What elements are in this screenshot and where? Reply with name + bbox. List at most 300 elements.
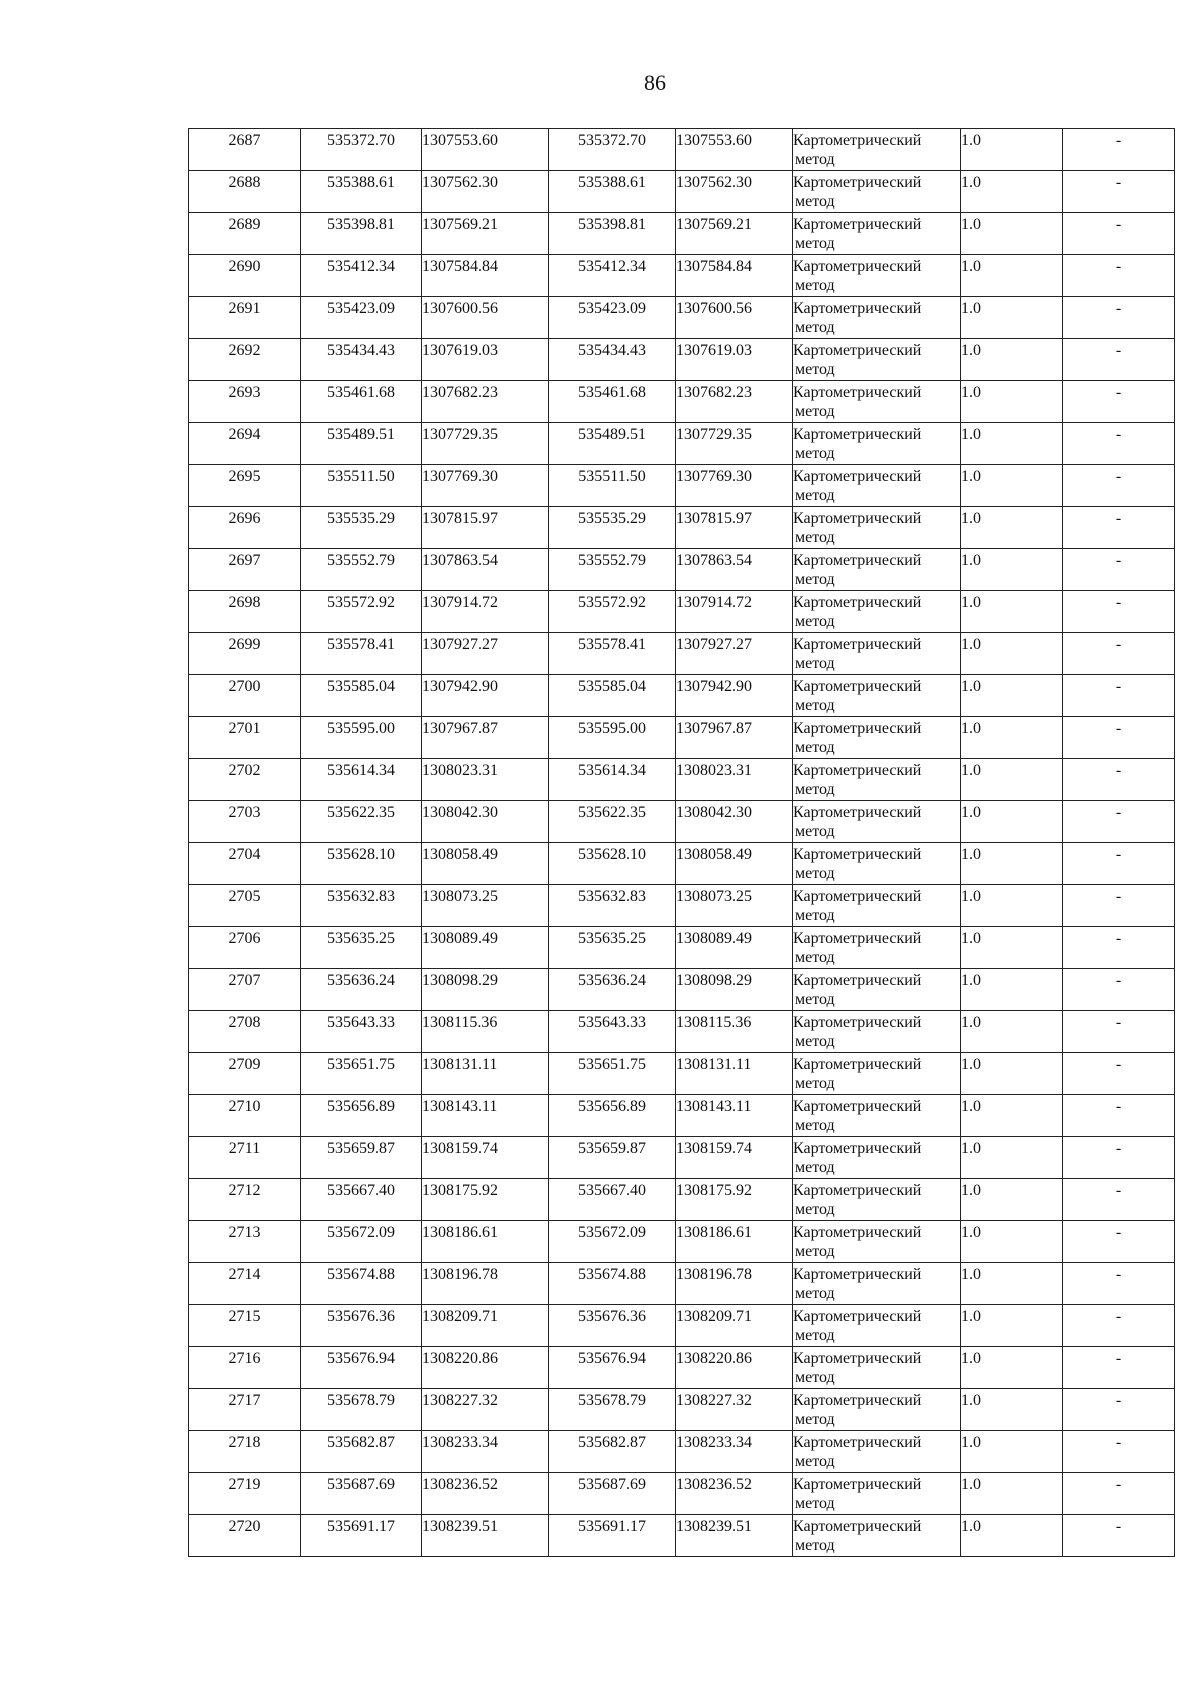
method-line2: метод — [795, 1537, 835, 1554]
y-new-cell: 1308236.52 — [676, 1473, 793, 1515]
y-original-cell: 1307569.21 — [422, 213, 549, 255]
y-new-cell: 1308159.74 — [676, 1137, 793, 1179]
y-new-cell: 1307729.35 — [676, 423, 793, 465]
accuracy-cell: 1.0 — [961, 1473, 1063, 1515]
accuracy-cell: 1.0 — [961, 339, 1063, 381]
point-number-cell: 2701 — [189, 717, 301, 759]
accuracy-cell: 1.0 — [961, 297, 1063, 339]
method-line1: Картометрический — [793, 552, 922, 569]
method-line2: метод — [795, 907, 835, 924]
table-row — [189, 1179, 1175, 1221]
table-row — [189, 1221, 1175, 1263]
accuracy-cell: 1.0 — [961, 675, 1063, 717]
table-row — [189, 549, 1175, 591]
accuracy-cell: 1.0 — [961, 507, 1063, 549]
table-row — [189, 1305, 1175, 1347]
point-number-cell: 2699 — [189, 633, 301, 675]
description-cell: - — [1063, 297, 1175, 339]
method-line1: Картометрический — [793, 342, 922, 359]
table-row — [189, 633, 1175, 675]
y-original-cell: 1308220.86 — [422, 1347, 549, 1389]
description-cell: - — [1063, 759, 1175, 801]
y-new-cell: 1308196.78 — [676, 1263, 793, 1305]
y-new-cell: 1308089.49 — [676, 927, 793, 969]
description-cell: - — [1063, 1095, 1175, 1137]
method-cell — [793, 507, 961, 549]
method-line2: метод — [795, 403, 835, 420]
x-new-cell: 535372.70 — [549, 129, 676, 171]
description-cell: - — [1063, 591, 1175, 633]
y-original-cell: 1307682.23 — [422, 381, 549, 423]
y-new-cell: 1308227.32 — [676, 1389, 793, 1431]
y-original-cell: 1307815.97 — [422, 507, 549, 549]
method-line1: Картометрический — [793, 1434, 922, 1451]
table-row — [189, 969, 1175, 1011]
accuracy-cell: 1.0 — [961, 129, 1063, 171]
method-cell — [793, 1473, 961, 1515]
description-cell: - — [1063, 213, 1175, 255]
y-original-cell: 1308233.34 — [422, 1431, 549, 1473]
table-row — [189, 255, 1175, 297]
y-new-cell: 1308220.86 — [676, 1347, 793, 1389]
method-line2: метод — [795, 445, 835, 462]
x-original-cell: 535585.04 — [301, 675, 422, 717]
method-cell — [793, 1263, 961, 1305]
point-number-cell: 2690 — [189, 255, 301, 297]
y-original-cell: 1307942.90 — [422, 675, 549, 717]
accuracy-cell: 1.0 — [961, 1305, 1063, 1347]
point-number-cell: 2698 — [189, 591, 301, 633]
coordinates-table — [188, 128, 1175, 1557]
accuracy-cell: 1.0 — [961, 255, 1063, 297]
method-line1: Картометрический — [793, 972, 922, 989]
table-row — [189, 1137, 1175, 1179]
point-number-cell: 2710 — [189, 1095, 301, 1137]
y-original-cell: 1308186.61 — [422, 1221, 549, 1263]
point-number-cell: 2689 — [189, 213, 301, 255]
x-original-cell: 535434.43 — [301, 339, 422, 381]
method-cell — [793, 1515, 961, 1557]
method-line1: Картометрический — [793, 132, 922, 149]
x-new-cell: 535489.51 — [549, 423, 676, 465]
method-cell — [793, 1221, 961, 1263]
x-new-cell: 535667.40 — [549, 1179, 676, 1221]
x-new-cell: 535674.88 — [549, 1263, 676, 1305]
method-cell — [793, 927, 961, 969]
method-cell — [793, 801, 961, 843]
description-cell: - — [1063, 339, 1175, 381]
method-line2: метод — [795, 1495, 835, 1512]
x-new-cell: 535398.81 — [549, 213, 676, 255]
table-row — [189, 1431, 1175, 1473]
description-cell: - — [1063, 465, 1175, 507]
method-line1: Картометрический — [793, 888, 922, 905]
y-new-cell: 1308239.51 — [676, 1515, 793, 1557]
accuracy-cell: 1.0 — [961, 1053, 1063, 1095]
method-line1: Картометрический — [793, 216, 922, 233]
method-line1: Картометрический — [793, 804, 922, 821]
table-row — [189, 1263, 1175, 1305]
description-cell: - — [1063, 1137, 1175, 1179]
method-line2: метод — [795, 1453, 835, 1470]
x-new-cell: 535659.87 — [549, 1137, 676, 1179]
method-cell — [793, 1347, 961, 1389]
method-cell — [793, 339, 961, 381]
y-new-cell: 1308042.30 — [676, 801, 793, 843]
point-number-cell: 2700 — [189, 675, 301, 717]
description-cell: - — [1063, 1263, 1175, 1305]
x-original-cell: 535672.09 — [301, 1221, 422, 1263]
y-original-cell: 1308227.32 — [422, 1389, 549, 1431]
method-cell — [793, 969, 961, 1011]
x-original-cell: 535651.75 — [301, 1053, 422, 1095]
table-row — [189, 927, 1175, 969]
description-cell: - — [1063, 885, 1175, 927]
x-original-cell: 535659.87 — [301, 1137, 422, 1179]
x-original-cell: 535595.00 — [301, 717, 422, 759]
method-line1: Картометрический — [793, 1518, 922, 1535]
point-number-cell: 2720 — [189, 1515, 301, 1557]
y-original-cell: 1308089.49 — [422, 927, 549, 969]
table-row — [189, 129, 1175, 171]
point-number-cell: 2702 — [189, 759, 301, 801]
x-original-cell: 535372.70 — [301, 129, 422, 171]
y-original-cell: 1308209.71 — [422, 1305, 549, 1347]
method-line2: метод — [795, 1285, 835, 1302]
y-original-cell: 1308131.11 — [422, 1053, 549, 1095]
x-new-cell: 535595.00 — [549, 717, 676, 759]
point-number-cell: 2718 — [189, 1431, 301, 1473]
table-row — [189, 885, 1175, 927]
method-cell — [793, 129, 961, 171]
y-new-cell: 1307769.30 — [676, 465, 793, 507]
method-line1: Картометрический — [793, 1182, 922, 1199]
y-new-cell: 1308058.49 — [676, 843, 793, 885]
table-row — [189, 171, 1175, 213]
description-cell: - — [1063, 171, 1175, 213]
y-original-cell: 1308196.78 — [422, 1263, 549, 1305]
x-original-cell: 535678.79 — [301, 1389, 422, 1431]
method-line1: Картометрический — [793, 384, 922, 401]
table-row — [189, 843, 1175, 885]
x-original-cell: 535656.89 — [301, 1095, 422, 1137]
x-new-cell: 535622.35 — [549, 801, 676, 843]
method-line1: Картометрический — [793, 1098, 922, 1115]
x-original-cell: 535635.25 — [301, 927, 422, 969]
method-line2: метод — [795, 151, 835, 168]
point-number-cell: 2688 — [189, 171, 301, 213]
point-number-cell: 2691 — [189, 297, 301, 339]
x-original-cell: 535423.09 — [301, 297, 422, 339]
y-original-cell: 1308236.52 — [422, 1473, 549, 1515]
table-row — [189, 801, 1175, 843]
point-number-cell: 2706 — [189, 927, 301, 969]
method-line2: метод — [795, 739, 835, 756]
accuracy-cell: 1.0 — [961, 759, 1063, 801]
x-new-cell: 535461.68 — [549, 381, 676, 423]
method-cell — [793, 843, 961, 885]
method-line2: метод — [795, 529, 835, 546]
point-number-cell: 2695 — [189, 465, 301, 507]
method-line1: Картометрический — [793, 720, 922, 737]
accuracy-cell: 1.0 — [961, 1137, 1063, 1179]
method-line1: Картометрический — [793, 1476, 922, 1493]
y-original-cell: 1308115.36 — [422, 1011, 549, 1053]
method-cell — [793, 1137, 961, 1179]
method-line2: метод — [795, 487, 835, 504]
table-row — [189, 297, 1175, 339]
y-new-cell: 1308131.11 — [676, 1053, 793, 1095]
accuracy-cell: 1.0 — [961, 1431, 1063, 1473]
x-original-cell: 535687.69 — [301, 1473, 422, 1515]
accuracy-cell: 1.0 — [961, 927, 1063, 969]
method-line2: метод — [795, 1117, 835, 1134]
x-original-cell: 535511.50 — [301, 465, 422, 507]
method-line1: Картометрический — [793, 426, 922, 443]
method-cell — [793, 171, 961, 213]
table-row — [189, 717, 1175, 759]
method-line2: метод — [795, 991, 835, 1008]
accuracy-cell: 1.0 — [961, 591, 1063, 633]
x-original-cell: 535628.10 — [301, 843, 422, 885]
accuracy-cell: 1.0 — [961, 549, 1063, 591]
x-new-cell: 535388.61 — [549, 171, 676, 213]
method-cell — [793, 1095, 961, 1137]
y-new-cell: 1308175.92 — [676, 1179, 793, 1221]
method-line2: метод — [795, 697, 835, 714]
x-original-cell: 535535.29 — [301, 507, 422, 549]
accuracy-cell: 1.0 — [961, 717, 1063, 759]
y-new-cell: 1307967.87 — [676, 717, 793, 759]
point-number-cell: 2687 — [189, 129, 301, 171]
table-body — [189, 129, 1175, 1557]
table-row — [189, 339, 1175, 381]
y-original-cell: 1307600.56 — [422, 297, 549, 339]
x-original-cell: 535614.34 — [301, 759, 422, 801]
method-line1: Картометрический — [793, 468, 922, 485]
y-new-cell: 1308115.36 — [676, 1011, 793, 1053]
x-new-cell: 535691.17 — [549, 1515, 676, 1557]
description-cell: - — [1063, 549, 1175, 591]
y-original-cell: 1307769.30 — [422, 465, 549, 507]
method-cell — [793, 717, 961, 759]
description-cell: - — [1063, 969, 1175, 1011]
description-cell: - — [1063, 1053, 1175, 1095]
method-cell — [793, 1431, 961, 1473]
method-line2: метод — [795, 1159, 835, 1176]
method-line2: метод — [795, 949, 835, 966]
description-cell: - — [1063, 843, 1175, 885]
method-line2: метод — [795, 1075, 835, 1092]
method-cell — [793, 255, 961, 297]
method-line1: Картометрический — [793, 1266, 922, 1283]
table-row — [189, 675, 1175, 717]
accuracy-cell: 1.0 — [961, 423, 1063, 465]
method-line2: метод — [795, 235, 835, 252]
table-row — [189, 591, 1175, 633]
y-original-cell: 1308073.25 — [422, 885, 549, 927]
point-number-cell: 2704 — [189, 843, 301, 885]
x-new-cell: 535434.43 — [549, 339, 676, 381]
description-cell: - — [1063, 801, 1175, 843]
method-line1: Картометрический — [793, 846, 922, 863]
x-original-cell: 535676.36 — [301, 1305, 422, 1347]
table-row — [189, 381, 1175, 423]
x-original-cell: 535682.87 — [301, 1431, 422, 1473]
method-line2: метод — [795, 571, 835, 588]
accuracy-cell: 1.0 — [961, 1263, 1063, 1305]
y-original-cell: 1307914.72 — [422, 591, 549, 633]
x-original-cell: 535636.24 — [301, 969, 422, 1011]
method-line2: метод — [795, 781, 835, 798]
x-new-cell: 535651.75 — [549, 1053, 676, 1095]
description-cell: - — [1063, 381, 1175, 423]
method-cell — [793, 885, 961, 927]
method-line1: Картометрический — [793, 258, 922, 275]
table-row — [189, 1095, 1175, 1137]
method-line2: метод — [795, 655, 835, 672]
y-new-cell: 1307553.60 — [676, 129, 793, 171]
x-original-cell: 535622.35 — [301, 801, 422, 843]
y-new-cell: 1307569.21 — [676, 213, 793, 255]
method-line1: Картометрический — [793, 510, 922, 527]
description-cell: - — [1063, 1179, 1175, 1221]
method-line2: метод — [795, 193, 835, 210]
x-original-cell: 535572.92 — [301, 591, 422, 633]
point-number-cell: 2693 — [189, 381, 301, 423]
method-line1: Картометрический — [793, 1224, 922, 1241]
x-original-cell: 535489.51 — [301, 423, 422, 465]
x-original-cell: 535461.68 — [301, 381, 422, 423]
accuracy-cell: 1.0 — [961, 885, 1063, 927]
x-new-cell: 535511.50 — [549, 465, 676, 507]
method-line1: Картометрический — [793, 1350, 922, 1367]
x-new-cell: 535578.41 — [549, 633, 676, 675]
x-new-cell: 535643.33 — [549, 1011, 676, 1053]
method-cell — [793, 213, 961, 255]
method-line1: Картометрический — [793, 1014, 922, 1031]
table-row — [189, 465, 1175, 507]
description-cell: - — [1063, 1305, 1175, 1347]
x-new-cell: 535635.25 — [549, 927, 676, 969]
y-new-cell: 1307927.27 — [676, 633, 793, 675]
description-cell: - — [1063, 1221, 1175, 1263]
method-line2: метод — [795, 1411, 835, 1428]
point-number-cell: 2705 — [189, 885, 301, 927]
point-number-cell: 2711 — [189, 1137, 301, 1179]
table-row — [189, 1011, 1175, 1053]
y-original-cell: 1307927.27 — [422, 633, 549, 675]
point-number-cell: 2707 — [189, 969, 301, 1011]
x-new-cell: 535682.87 — [549, 1431, 676, 1473]
description-cell: - — [1063, 1011, 1175, 1053]
accuracy-cell: 1.0 — [961, 381, 1063, 423]
x-new-cell: 535632.83 — [549, 885, 676, 927]
method-line1: Картометрический — [793, 678, 922, 695]
x-original-cell: 535691.17 — [301, 1515, 422, 1557]
y-original-cell: 1308058.49 — [422, 843, 549, 885]
y-original-cell: 1307584.84 — [422, 255, 549, 297]
method-cell — [793, 465, 961, 507]
method-line2: метод — [795, 277, 835, 294]
method-cell — [793, 423, 961, 465]
table-row — [189, 759, 1175, 801]
y-new-cell: 1307942.90 — [676, 675, 793, 717]
y-new-cell: 1308098.29 — [676, 969, 793, 1011]
method-cell — [793, 675, 961, 717]
point-number-cell: 2709 — [189, 1053, 301, 1095]
accuracy-cell: 1.0 — [961, 801, 1063, 843]
x-new-cell: 535678.79 — [549, 1389, 676, 1431]
method-line1: Картометрический — [793, 300, 922, 317]
x-new-cell: 535535.29 — [549, 507, 676, 549]
method-line1: Картометрический — [793, 930, 922, 947]
x-new-cell: 535572.92 — [549, 591, 676, 633]
y-new-cell: 1307815.97 — [676, 507, 793, 549]
y-new-cell: 1308143.11 — [676, 1095, 793, 1137]
y-new-cell: 1308209.71 — [676, 1305, 793, 1347]
y-original-cell: 1307863.54 — [422, 549, 549, 591]
y-original-cell: 1308098.29 — [422, 969, 549, 1011]
method-cell — [793, 1305, 961, 1347]
table-row — [189, 507, 1175, 549]
y-new-cell: 1307682.23 — [676, 381, 793, 423]
description-cell: - — [1063, 1347, 1175, 1389]
y-original-cell: 1307562.30 — [422, 171, 549, 213]
accuracy-cell: 1.0 — [961, 1515, 1063, 1557]
description-cell: - — [1063, 1473, 1175, 1515]
y-original-cell: 1307619.03 — [422, 339, 549, 381]
method-cell — [793, 591, 961, 633]
description-cell: - — [1063, 255, 1175, 297]
x-original-cell: 535676.94 — [301, 1347, 422, 1389]
table-row — [189, 1473, 1175, 1515]
method-cell — [793, 1011, 961, 1053]
x-new-cell: 535412.34 — [549, 255, 676, 297]
y-new-cell: 1307584.84 — [676, 255, 793, 297]
method-line1: Картометрический — [793, 594, 922, 611]
description-cell: - — [1063, 675, 1175, 717]
y-new-cell: 1308233.34 — [676, 1431, 793, 1473]
y-original-cell: 1308143.11 — [422, 1095, 549, 1137]
method-line2: метод — [795, 1033, 835, 1050]
y-original-cell: 1308239.51 — [422, 1515, 549, 1557]
accuracy-cell: 1.0 — [961, 465, 1063, 507]
accuracy-cell: 1.0 — [961, 1347, 1063, 1389]
accuracy-cell: 1.0 — [961, 633, 1063, 675]
description-cell: - — [1063, 927, 1175, 969]
table-row — [189, 1515, 1175, 1557]
description-cell: - — [1063, 1389, 1175, 1431]
table-row — [189, 1389, 1175, 1431]
method-line1: Картометрический — [793, 1308, 922, 1325]
y-new-cell: 1307914.72 — [676, 591, 793, 633]
x-new-cell: 535676.94 — [549, 1347, 676, 1389]
accuracy-cell: 1.0 — [961, 213, 1063, 255]
y-original-cell: 1307553.60 — [422, 129, 549, 171]
point-number-cell: 2697 — [189, 549, 301, 591]
method-line2: метод — [795, 823, 835, 840]
description-cell: - — [1063, 423, 1175, 465]
description-cell: - — [1063, 129, 1175, 171]
accuracy-cell: 1.0 — [961, 1389, 1063, 1431]
y-new-cell: 1307619.03 — [676, 339, 793, 381]
x-original-cell: 535578.41 — [301, 633, 422, 675]
x-original-cell: 535552.79 — [301, 549, 422, 591]
page-number: 86 — [644, 70, 666, 95]
method-line2: метод — [795, 319, 835, 336]
point-number-cell: 2712 — [189, 1179, 301, 1221]
